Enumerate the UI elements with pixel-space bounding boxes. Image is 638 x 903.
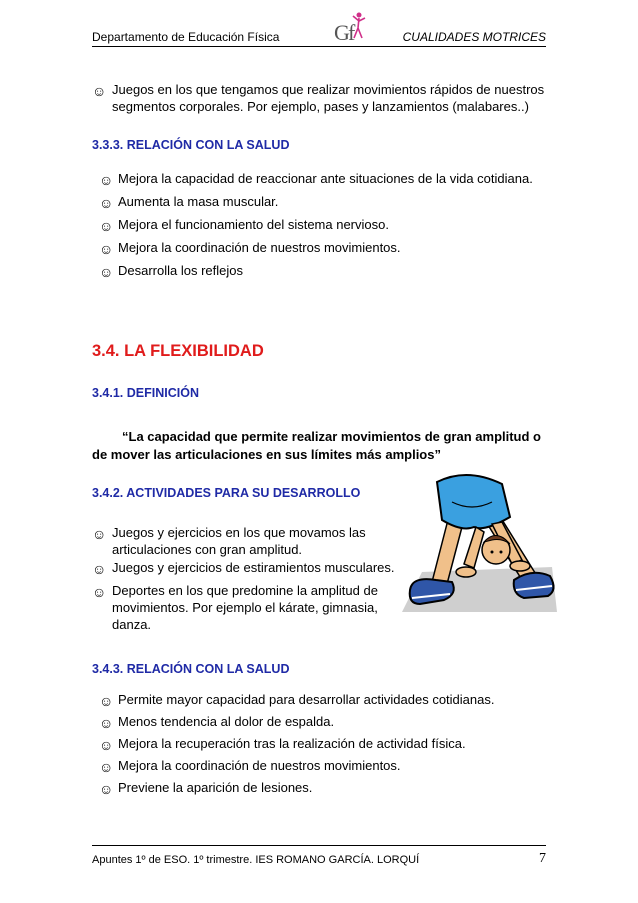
smiley-icon: ☺ xyxy=(99,693,114,709)
list-item: Mejora el funcionamiento del sistema nervioso. xyxy=(118,217,389,232)
smiley-icon: ☺ xyxy=(99,172,114,188)
list-item-cont: articulaciones con gran amplitud. xyxy=(112,542,303,557)
list-item: Mejora la recuperación tras la realización de actividad física. xyxy=(118,736,466,751)
list-item: Mejora la capacidad de reaccionar ante situaciones de la vida cotidiana. xyxy=(118,171,533,186)
section-341-title: 3.4.1. DEFINICIÓN xyxy=(92,386,199,400)
smiley-icon: ☺ xyxy=(99,759,114,775)
list-item: Deportes en los que predomine la amplitud de xyxy=(112,583,378,598)
list-item: Desarrolla los reflejos xyxy=(118,263,243,278)
section-34-title: 3.4. LA FLEXIBILIDAD xyxy=(92,342,264,360)
footer-course-info: Apuntes 1º de ESO. 1º trimestre. IES ROMANO GARCÍA. LORQUÍ xyxy=(92,854,420,866)
smiley-icon: ☺ xyxy=(99,715,114,731)
definition-quote-line1: “La capacidad que permite realizar movimientos de gran amplitud o xyxy=(122,429,541,444)
section-342-title: 3.4.2. ACTIVIDADES PARA SU DESARROLLO xyxy=(92,486,361,500)
smiley-icon: ☺ xyxy=(99,737,114,753)
intro-item-line2: segmentos corporales. Por ejemplo, pases y lanzamientos (malabares..) xyxy=(112,99,529,114)
section-343-title: 3.4.3. RELACIÓN CON LA SALUD xyxy=(92,662,290,676)
intro-item-line1: Juegos en los que tengamos que realizar movimientos rápidos de nuestros xyxy=(112,82,545,97)
list-item: Permite mayor capacidad para desarrollar actividades cotidianas. xyxy=(118,692,495,707)
smiley-icon: ☺ xyxy=(92,561,107,577)
svg-text:G: G xyxy=(334,20,350,45)
list-item: Juegos y ejercicios de estiramientos musculares. xyxy=(112,560,395,575)
svg-text:f: f xyxy=(348,20,356,45)
list-item-cont: danza. xyxy=(112,617,152,632)
smiley-icon: ☺ xyxy=(92,83,107,99)
list-item: Mejora la coordinación de nuestros movimientos. xyxy=(118,758,401,773)
list-item: Previene la aparición de lesiones. xyxy=(118,780,313,795)
list-item: Menos tendencia al dolor de espalda. xyxy=(118,714,335,729)
list-item: Aumenta la masa muscular. xyxy=(118,194,279,209)
smiley-icon: ☺ xyxy=(99,264,114,280)
smiley-icon: ☺ xyxy=(99,195,114,211)
header-department: Departamento de Educación Física xyxy=(92,30,280,44)
stretching-person-illustration xyxy=(392,472,562,632)
list-item: Mejora la coordinación de nuestros movimientos. xyxy=(118,240,401,255)
definition-quote-line2: de mover las articulaciones en sus límites más amplios” xyxy=(92,447,441,462)
gymnast-logo-icon xyxy=(332,10,372,46)
smiley-icon: ☺ xyxy=(92,584,107,600)
list-item: Juegos y ejercicios en los que movamos las xyxy=(112,525,366,540)
page-footer xyxy=(92,845,546,868)
header-topic: CUALIDADES MOTRICES xyxy=(402,30,546,44)
smiley-icon: ☺ xyxy=(99,781,114,797)
list-item-cont: movimientos. Por ejemplo el kárate, gimnasia, xyxy=(112,600,378,615)
section-333-title: 3.3.3. RELACIÓN CON LA SALUD xyxy=(92,138,290,152)
smiley-icon: ☺ xyxy=(99,218,114,234)
page-header xyxy=(92,20,546,47)
page-number: 7 xyxy=(539,851,546,866)
smiley-icon: ☺ xyxy=(92,526,107,542)
smiley-icon: ☺ xyxy=(99,241,114,257)
